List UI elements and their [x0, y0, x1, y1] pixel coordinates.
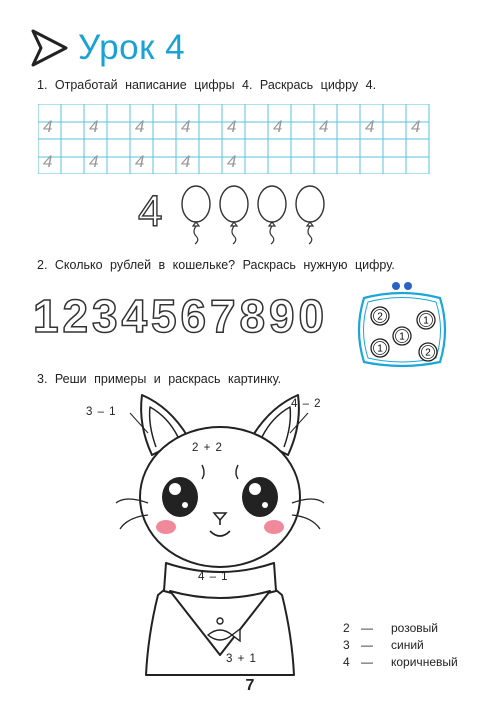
outline-digit[interactable]: 8	[239, 290, 266, 340]
trace-digit: 4	[273, 117, 283, 136]
coin-value: 1	[423, 315, 429, 327]
lesson-title	[30, 26, 185, 70]
trace-digit: 4	[365, 117, 375, 136]
legend-row: 4 — коричневый	[343, 655, 458, 669]
task-2-instruction: 2. Сколько рублей в кошельке? Раскрась нужную цифру.	[37, 258, 395, 272]
coin-value: 1	[399, 331, 405, 343]
outline-digit[interactable]: 6	[180, 290, 207, 340]
coin-value: 2	[377, 311, 383, 323]
handwriting-grid	[38, 104, 436, 174]
trace-digit: 4	[181, 152, 191, 171]
cat-picture	[90, 385, 350, 680]
trace-digit: 4	[227, 152, 237, 171]
outline-digit[interactable]: 7	[210, 290, 236, 340]
balloon	[258, 186, 286, 244]
trace-digit: 4	[181, 117, 191, 136]
example-head: 2 + 2	[192, 442, 222, 454]
task-3-instruction: 3. Реши примеры и раскрась картинку.	[37, 372, 282, 386]
wallet-clasp	[392, 282, 400, 290]
example-body: 3 + 1	[226, 653, 256, 665]
balloons-picture	[138, 184, 338, 246]
outline-digit[interactable]: 0	[298, 290, 325, 340]
trace-digit: 4	[135, 152, 145, 171]
outline-digit[interactable]: 4	[121, 290, 148, 340]
example-right-ear: 4 – 2	[291, 398, 321, 410]
balloon	[220, 186, 248, 244]
outline-digit[interactable]: 9	[269, 290, 295, 340]
coin-value: 1	[377, 343, 383, 355]
example-left-ear: 3 – 1	[86, 406, 116, 418]
lesson-title-text: Урок 4	[78, 28, 186, 67]
trace-digit: 4	[227, 117, 237, 136]
wallet-picture	[352, 280, 452, 370]
trace-digit: 4	[135, 117, 145, 136]
coin-value: 2	[425, 347, 431, 359]
outline-digit[interactable]: 5	[151, 290, 177, 340]
task-1-instruction: 1. Отработай написание цифры 4. Раскрась цифру 4.	[37, 78, 377, 92]
legend-row: 2 — розовый	[343, 621, 438, 635]
trace-digit: 4	[319, 117, 329, 136]
outline-digit-4: 4	[138, 187, 163, 236]
page-number: 7	[245, 677, 255, 694]
balloon	[182, 186, 210, 244]
outline-digit[interactable]: 3	[92, 290, 118, 340]
trace-digit: 4	[411, 117, 421, 136]
trace-digit: 4	[43, 152, 53, 171]
outline-digit[interactable]: 2	[62, 290, 89, 340]
chevron-right-icon	[30, 28, 68, 68]
example-collar: 4 – 1	[198, 571, 228, 583]
trace-digit: 4	[89, 152, 99, 171]
outline-digit[interactable]: 1	[33, 290, 59, 340]
cat-cheek	[264, 520, 284, 534]
wallet-clasp	[404, 282, 412, 290]
color-legend	[343, 620, 458, 671]
balloon	[296, 186, 324, 244]
trace-digit: 4	[89, 117, 99, 136]
outline-digits-row	[33, 290, 343, 340]
trace-digit: 4	[43, 117, 53, 136]
cat-cheek	[156, 520, 176, 534]
legend-row: 3 — синий	[343, 638, 424, 652]
